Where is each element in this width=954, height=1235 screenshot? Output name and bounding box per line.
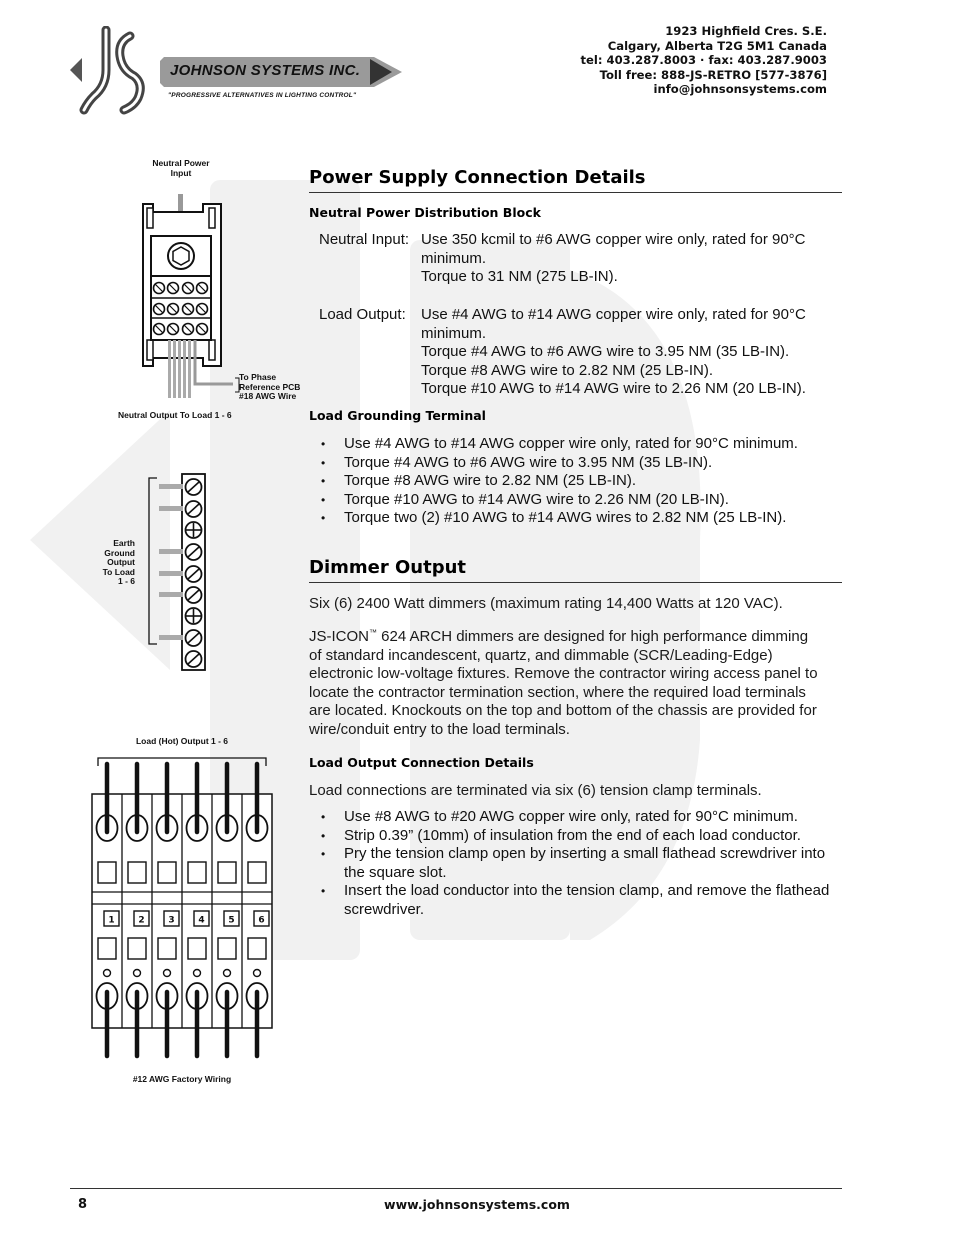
neutral-output-label: Neutral Output To Load 1 - 6 [118,410,232,420]
terminal-number: 5 [228,915,235,926]
footer-website-link[interactable]: www.johnsonsystems.com [384,1197,570,1212]
load-output-spec-label: Load Output: [319,306,406,323]
list-item: • Insert the load conductor into the tension clamp, and remove the flathead screwdriver. [309,882,831,919]
phase-reference-label: To Phase Reference PCB #18 AWG Wire [239,372,301,401]
grounding-bullet-list [309,435,849,528]
terminal-number: 1 [108,915,115,926]
list-item: • Pry the tension clamp open by inserting a small flathead screwdriver into the square slot. [309,845,831,882]
load-output-intro: Load connections are terminated via six (6) tension clamp terminals. [309,782,762,799]
neutral-input-spec-label: Neutral Input: [319,231,410,248]
company-address [580,24,827,97]
neutral-input-spec: Use 350 kcmil to #6 AWG copper wire only, rated for 90°C minimum. Torque to 31 NM (275 LB-IN). [421,231,806,285]
address-line: tel: 403.287.8003 · fax: 403.287.9003 [580,53,827,67]
terminal-number: 6 [258,915,265,926]
dimmer-description: JS-ICON™ 624 ARCH dimmers are designed for high performance dimming of standard incandescent, quartz, and dimmable (SCR/Leading-Edge) electronic low-voltage fixtures. Remove the contractor wiring access panel to locate the contractor termination section, where the required load terminals are located. Knockouts on the top and bottom of the chassis are provided for wire/conduit entry to the load terminals. [309,628,818,738]
neutral-distribution-block-diagram [135,180,245,405]
load-output-label: Load (Hot) Output 1 - 6 [135,736,229,746]
earth-ground-label: Earth Ground Output To Load 1 - 6 [102,538,135,586]
list-item: • Torque #4 AWG to #6 AWG wire to 3.95 NM (35 LB-IN). [309,454,849,473]
footer-rule [70,1188,842,1189]
address-line: info@johnsonsystems.com [653,82,827,96]
subsection-title-grounding: Load Grounding Terminal [309,408,486,423]
subsection-title-neutral-block: Neutral Power Distribution Block [309,205,541,220]
section-title-dimmer-output: Dimmer Output [309,557,466,578]
subsection-title-load-output: Load Output Connection Details [309,755,534,770]
section-rule [309,582,842,583]
company-logo-icon [68,26,158,116]
load-output-spec: Use #4 AWG to #14 AWG copper wire only, rated for 90°C minimum. Torque #4 AWG to #6 AWG wire to 3.95 NM (35 LB-IN). Torque #8 AWG wire to 2.82 NM (25 LB-IN). Torque #10 AWG to #14 AWG wire to 2.26 NM (20 LB-IN). [421,306,806,397]
list-item: • Use #4 AWG to #14 AWG copper wire only, rated for 90°C minimum. [309,435,849,454]
section-title-power-supply: Power Supply Connection Details [309,167,646,188]
list-item: • Strip 0.39” (10mm) of insulation from the end of each load conductor. [309,827,831,846]
load-output-bullet-list [309,808,831,919]
neutral-input-label: Neutral Power Input [152,158,210,178]
grounding-terminal-diagram [145,472,210,674]
company-name: JOHNSON SYSTEMS INC. [170,62,361,79]
list-item: • Torque #10 AWG to #14 AWG wire to 2.26 NM (20 LB-IN). [309,491,849,510]
address-line: Toll free: 888-JS-RETRO [577-3876] [599,67,827,82]
company-tagline: "PROGRESSIVE ALTERNATIVES IN LIGHTING CONTROL" [168,92,357,99]
terminal-number: 2 [138,915,145,926]
list-item: • Torque #8 AWG wire to 2.82 NM (25 LB-IN). [309,472,849,491]
section-rule [309,192,842,193]
list-item: • Use #8 AWG to #20 AWG copper wire only, rated for 90°C minimum. [309,808,831,827]
dimmer-intro: Six (6) 2400 Watt dimmers (maximum rating 14,400 Watts at 120 VAC). [309,595,783,612]
terminal-number: 3 [168,915,175,926]
list-item: • Torque two (2) #10 AWG to #14 AWG wires to 2.82 NM (25 LB-IN). [309,509,849,528]
address-line: Calgary, Alberta T2G 5M1 Canada [607,38,827,53]
factory-wiring-label: #12 AWG Factory Wiring [132,1074,232,1084]
load-terminal-diagram [90,752,276,1072]
page-number: 8 [78,1197,88,1212]
address-line: 1923 Highfield Cres. S.E. [665,24,827,38]
terminal-number: 4 [198,915,205,926]
